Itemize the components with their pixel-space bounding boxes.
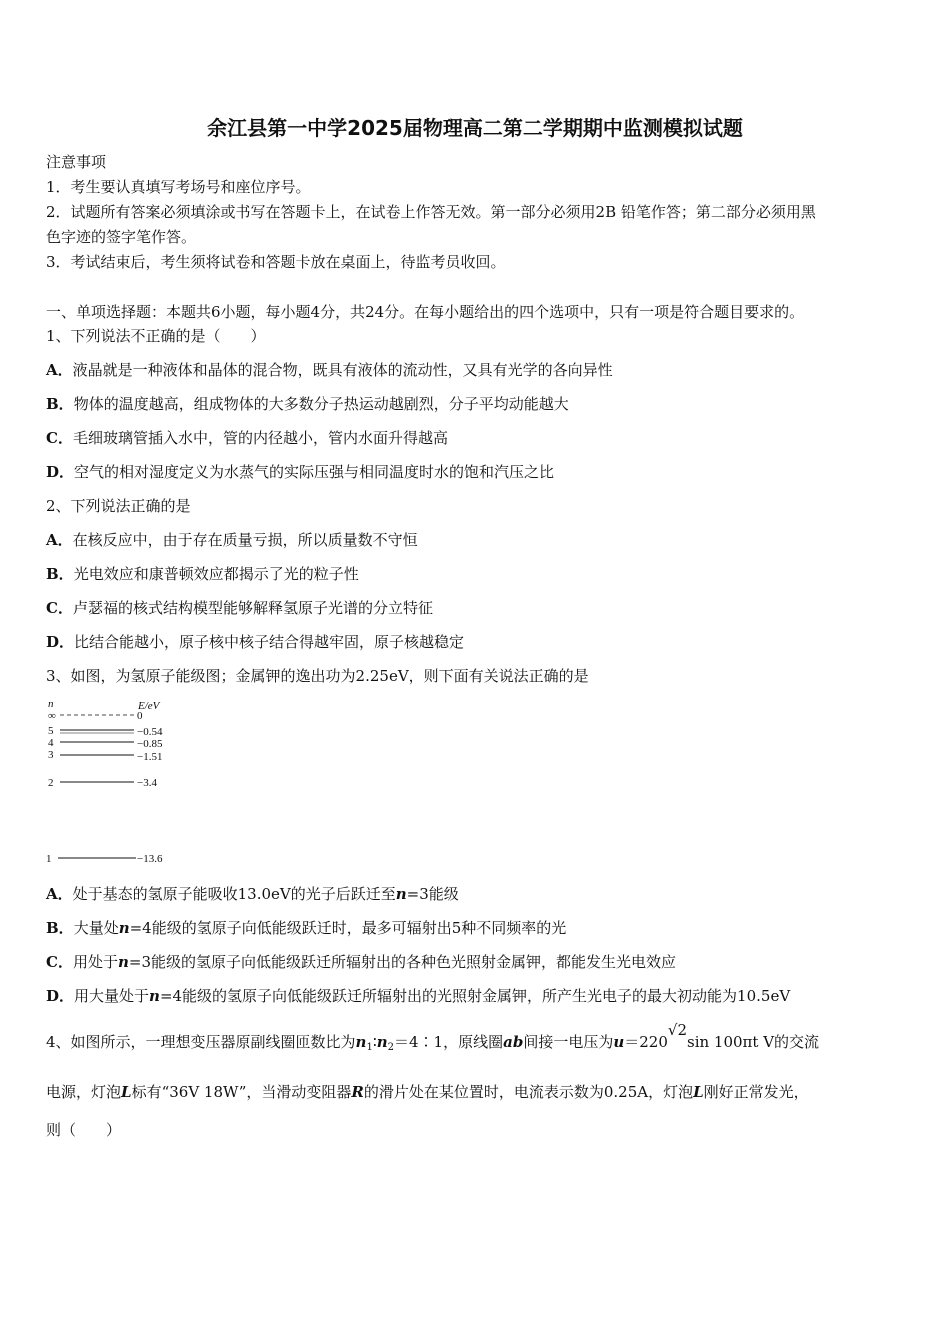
- question-4-stem-line1: [46, 1021, 820, 1058]
- stem-text: 4、如图所示，一理想变压器原副线圈匝数比为: [46, 1033, 356, 1051]
- option-text: 空气的相对湿度定义为水蒸气的实际压强与相同温度时水的饱和汽压之比: [74, 463, 555, 481]
- q3-option-a: [46, 884, 459, 904]
- option-label: A．: [46, 531, 73, 549]
- subscript: 1: [366, 1042, 373, 1053]
- question-2-stem: 2、下列说法正确的是: [46, 497, 191, 515]
- variable-n: n: [395, 885, 407, 903]
- stem-text: ＝220: [624, 1033, 668, 1051]
- option-label: C．: [46, 429, 73, 447]
- notice-item: 1．考生要认真填写考场号和座位序号。: [46, 178, 311, 196]
- level-e-label: −0.85: [137, 738, 163, 750]
- option-label: A．: [46, 885, 73, 903]
- option-text: 液晶就是一种液体和晶体的混合物，既具有液体的流动性，又具有光学的各向异性: [72, 361, 613, 379]
- stem-text: ＝4∶1，原线圈: [394, 1033, 504, 1051]
- level-e-label: 0: [137, 710, 143, 722]
- option-label: C．: [46, 953, 73, 971]
- section-heading: 一、单项选择题：本题共6小题，每小题4分，共24分。在每小题给出的四个选项中，只有一项是符合题目要求的。: [46, 303, 805, 321]
- question-4-stem-line2: [46, 1082, 809, 1102]
- option-text: 毛细玻璃管插入水中，管的内径越小，管内水面升得越高: [72, 429, 448, 447]
- q1-option-b: [46, 394, 569, 414]
- option-label: D．: [46, 463, 75, 481]
- option-text: 用处于: [72, 953, 118, 971]
- option-text: =4能级的氢原子向低能级跃迁所辐射出的光照射金属钾，所产生光电子的最大初动能为10.5eV: [159, 987, 791, 1005]
- q2-option-b: [46, 564, 359, 584]
- option-label: B．: [46, 565, 74, 583]
- stem-text: 的滑片处在某位置时，电流表示数为0.25A，灯泡: [363, 1083, 694, 1101]
- level-n-label: 1: [46, 853, 52, 865]
- question-4-stem-line3: 则（ ）: [46, 1121, 122, 1139]
- option-text: =3能级: [406, 885, 459, 903]
- e-axis-label: E/eV: [138, 700, 160, 712]
- variable-n: n: [117, 953, 129, 971]
- q2-option-c: [46, 598, 433, 618]
- level-n-label: 3: [48, 749, 54, 761]
- question-1-stem: 1、下列说法不正确的是（ ）: [46, 327, 266, 345]
- variable-n2: n: [376, 1033, 388, 1051]
- option-label: A．: [46, 361, 73, 379]
- notice-item: 3．考试结束后，考生须将试卷和答题卡放在桌面上，待监考员收回。: [46, 253, 506, 271]
- option-text: 在核反应中，由于存在质量亏损，所以质量数不守恒: [72, 531, 418, 549]
- level-n-label: ∞: [48, 710, 56, 722]
- variable-L: L: [693, 1083, 704, 1101]
- level-e-label: −0.54: [137, 726, 163, 738]
- level-e-label: −13.6: [137, 853, 163, 865]
- q2-option-d: [46, 632, 464, 652]
- option-label: C．: [46, 599, 73, 617]
- q3-option-b: [46, 918, 566, 938]
- option-label: D．: [46, 987, 75, 1005]
- option-text: 卢瑟福的核式结构模型能够解释氢原子光谱的分立特征: [72, 599, 433, 617]
- variable-u: u: [613, 1033, 625, 1051]
- option-text: 物体的温度越高，组成物体的大多数分子热运动越剧烈，分子平均动能越大: [73, 395, 569, 413]
- option-text: =4能级的氢原子向低能级跃迁时，最多可辐射出5种不同频率的光: [129, 919, 567, 937]
- level-n-label: 5: [48, 725, 54, 737]
- variable-R: R: [351, 1083, 364, 1101]
- page-title: 余江县第一中学2025届物理高二第二学期期中监测模拟试题: [207, 116, 743, 140]
- notice-item: 2．试题所有答案必须填涂或书写在答题卡上，在试卷上作答无效。第一部分必须用2B 铅笔作答；第二部分必须用黑: [46, 203, 816, 221]
- q1-option-c: [46, 428, 448, 448]
- q1-option-d: [46, 462, 554, 482]
- n-axis-label: n: [48, 698, 54, 710]
- option-text: 大量处: [73, 919, 119, 937]
- option-label: B．: [46, 395, 74, 413]
- variable-ab: ab: [503, 1033, 524, 1051]
- option-text: 比结合能越小，原子核中核子结合得越牢固，原子核越稳定: [74, 633, 465, 651]
- q3-option-c: [46, 952, 676, 972]
- option-label: D．: [46, 633, 75, 651]
- level-n-label: 2: [48, 777, 54, 789]
- option-text: 用大量处于: [74, 987, 150, 1005]
- option-text: 处于基态的氢原子能吸收13.0eV的光子后跃迁至: [72, 885, 396, 903]
- stem-text: 标有“36V 18W”，当滑动变阻器: [131, 1083, 352, 1101]
- option-text: 光电效应和康普顿效应都揭示了光的粒子性: [73, 565, 359, 583]
- level-e-label: −3.4: [137, 777, 157, 789]
- level-e-label: −1.51: [137, 751, 163, 763]
- notice-item: 色字迹的签字笔作答。: [46, 228, 197, 246]
- option-text: =3能级的氢原子向低能级跃迁所辐射出的各种色光照射金属钾，都能发生光电效应: [128, 953, 676, 971]
- notice-heading: 注意事项: [46, 153, 107, 171]
- level-n-label: 4: [48, 737, 54, 749]
- q2-option-a: [46, 530, 418, 550]
- stem-text: sin 100πt V的交流: [687, 1033, 820, 1051]
- stem-text: 间接一电压为: [523, 1033, 614, 1051]
- q3-option-d: [46, 986, 790, 1006]
- question-3-stem: 3、如图，为氢原子能级图；金属钾的逸出功为2.25eV，则下面有关说法正确的是: [46, 667, 589, 685]
- q1-option-a: [46, 360, 613, 380]
- energy-level-diagram: [46, 698, 186, 868]
- variable-L: L: [121, 1083, 132, 1101]
- variable-n1: n: [355, 1033, 367, 1051]
- stem-text: 刚好正常发光，: [703, 1083, 809, 1101]
- subscript: 2: [387, 1042, 395, 1053]
- colon: ∶: [372, 1033, 377, 1051]
- stem-text: 电源，灯泡: [46, 1083, 122, 1101]
- variable-n: n: [118, 919, 130, 937]
- option-label: B．: [46, 919, 74, 937]
- sqrt-two: √2: [667, 1021, 687, 1039]
- variable-n: n: [149, 987, 160, 1005]
